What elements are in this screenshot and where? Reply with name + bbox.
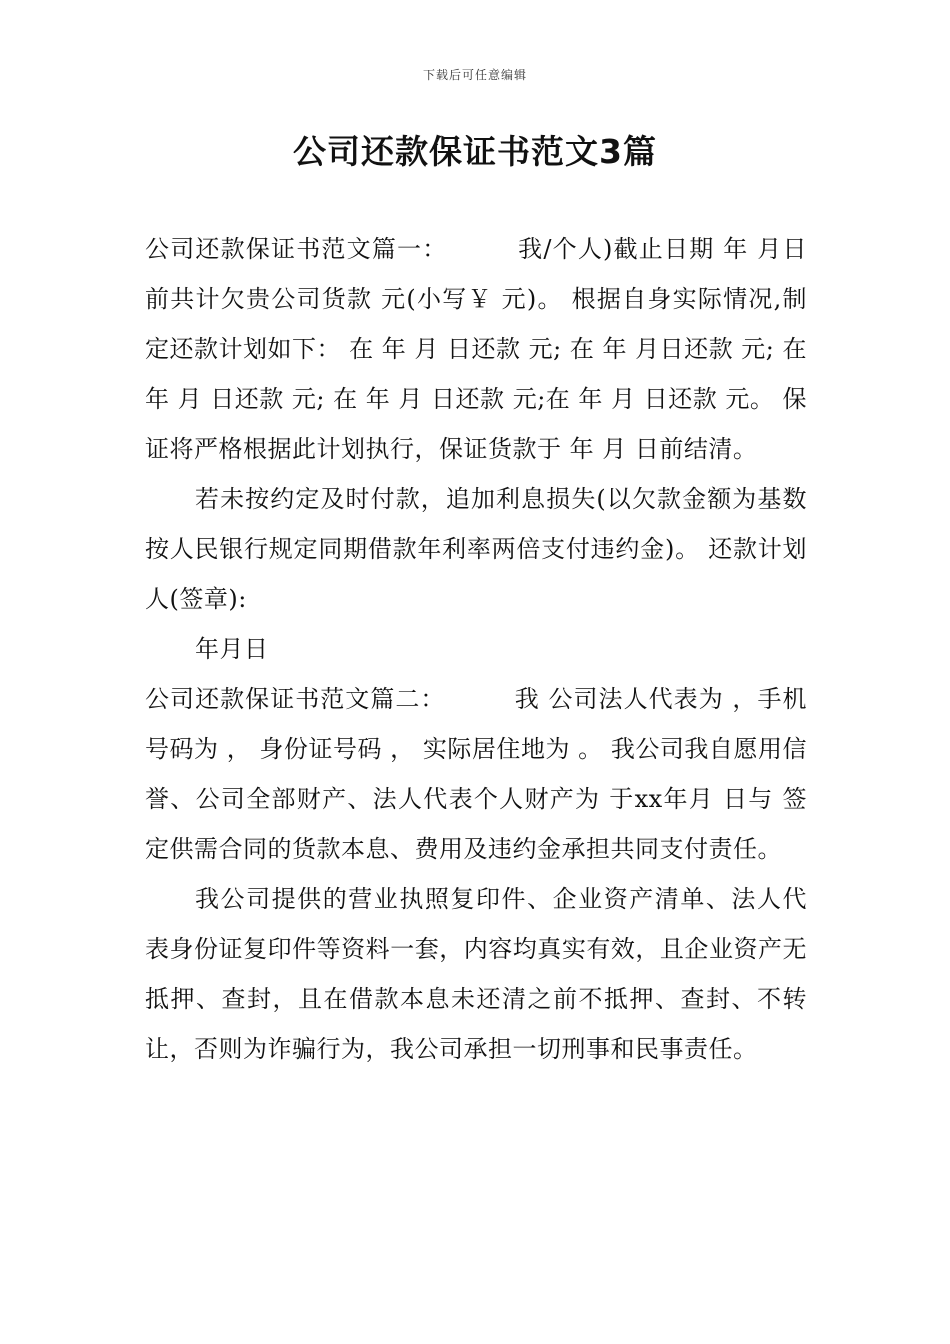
paragraph-4: 公司还款保证书范文篇二： 我 公司法人代表为 ，手机号码为 ， 身份证号码 ， 实际居住地为 。 我公司我自愿用信誉、公司全部财产、法人代表个人财产为 于xx年月 日与 签定供需合同的货款本息、费用及违约金承担共同支付责任。 bbox=[145, 685, 807, 863]
paragraph-2: 若未按约定及时付款，追加利息损失(以欠款金额为基数按人民银行规定同期借款年利率两倍支付违约金)。 还款计划人(签章): bbox=[145, 485, 807, 613]
paragraph-5: 我公司提供的营业执照复印件、企业资产清单、法人代表身份证复印件等资料一套，内容均真实有效，且企业资产无抵押、查封，且在借款本息未还清之前不抵押、查封、不转让，否则为诈骗行为，我公司承担一切刑事和民事责任。 bbox=[145, 885, 807, 1063]
page-header-note: 下载后可任意编辑 bbox=[422, 68, 527, 82]
document-body bbox=[145, 224, 807, 1074]
paragraph-1: 公司还款保证书范文篇一： 我/个人)截止日期 年 月日前共计欠贵公司货款 元(小写￥ 元)。 根据自身实际情况,制定还款计划如下： 在 年 月 日还款 元; 在 年 月日还款 元; 在 年 月 日还款 元; 在 年 月 日还款 元;在 年 月 日还款 元。 保证将严格根据此计划执行，保证货款于 年 月 日前结清。 bbox=[145, 235, 807, 463]
paragraph-3-date-line: 年月日 bbox=[195, 635, 269, 663]
document-title: 公司还款保证书范文3篇 bbox=[293, 132, 657, 171]
